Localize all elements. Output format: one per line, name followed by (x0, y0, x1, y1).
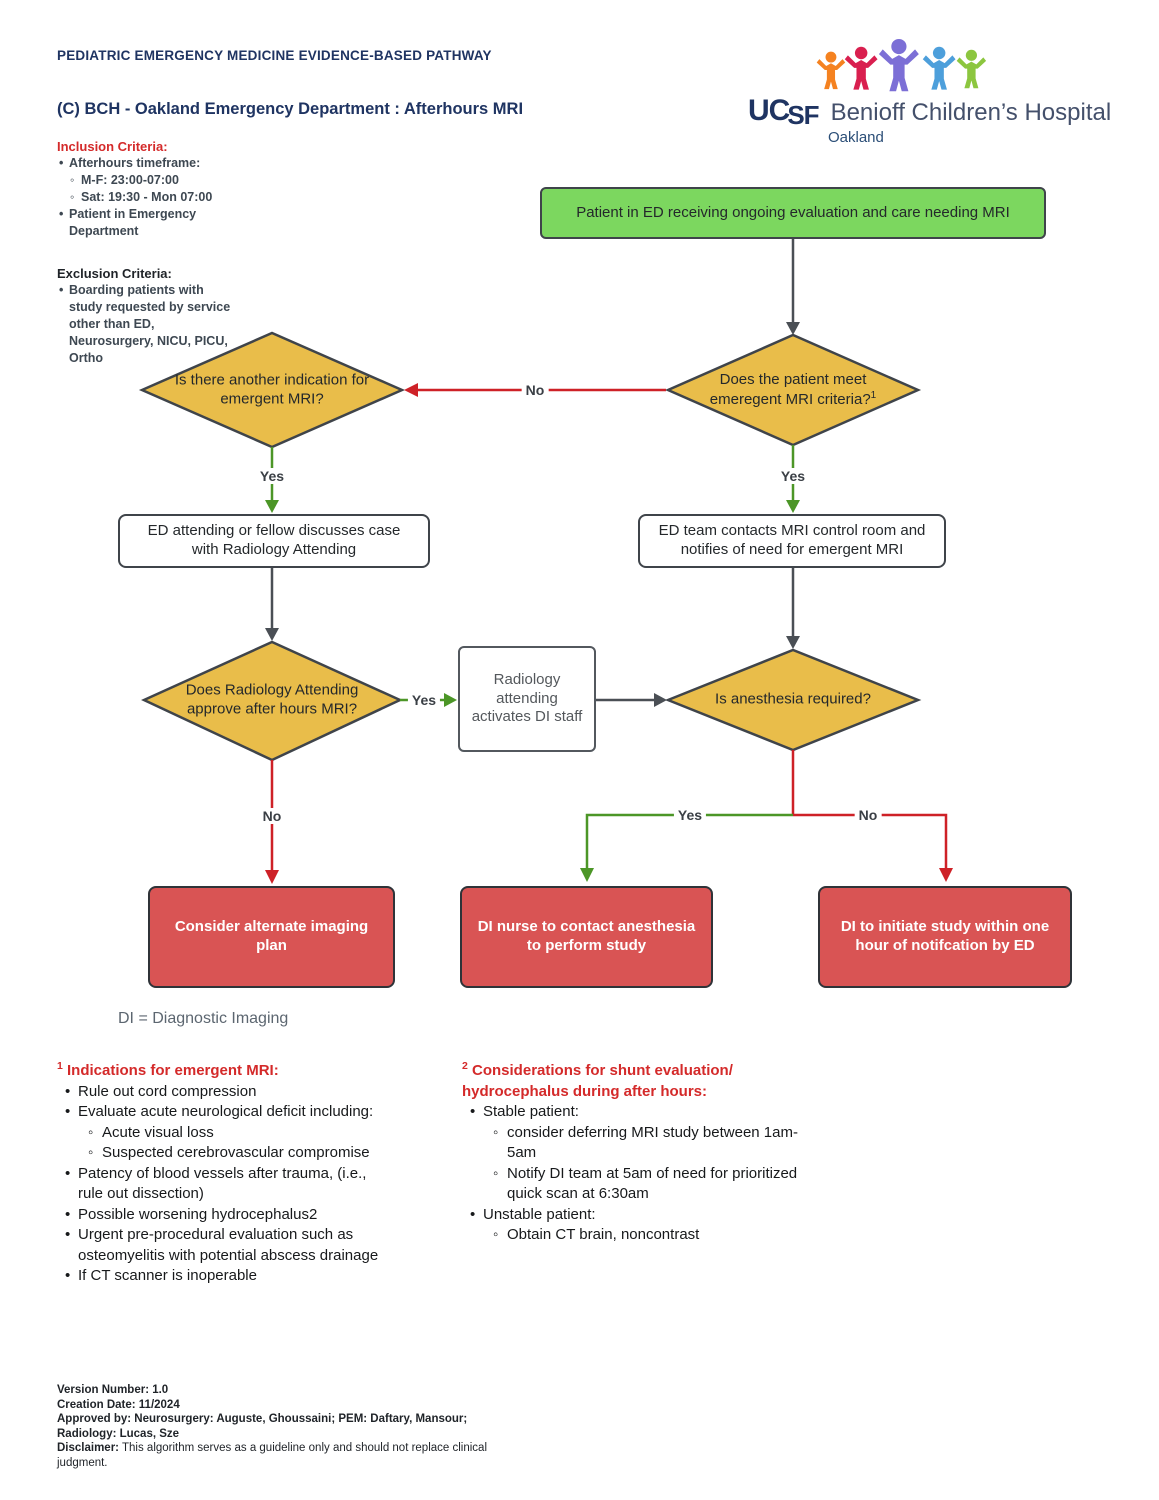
exclusion-criteria-heading: Exclusion Criteria: (57, 266, 172, 281)
edge-label-yes: Yes (256, 468, 288, 484)
arrowhead-left-red (404, 383, 418, 397)
list-item: • If CT scanner is inoperable (57, 1266, 387, 1287)
arrowhead-right-green (444, 693, 457, 707)
radiology-activates-di-node: Radiology attending activates DI staff (458, 646, 596, 752)
inclusion-criteria-list (57, 155, 242, 240)
list-item: • Boarding patients with study requested by service other than ED, Neurosurgery, NICU, PICU, Ortho (57, 282, 237, 367)
arrowhead-right-gray (654, 693, 667, 707)
footnote-title: $^2$ Considerations for shunt evaluation/ hydrocephalus during after hours: (462, 1060, 733, 1100)
version-number: Version Number: 1.0 (57, 1384, 169, 1396)
list-item: • Urgent pre-procedural evaluation such as osteomyelitis with potential abscess drainage (57, 1225, 387, 1266)
arrowhead-down-red (265, 870, 279, 884)
creation-date: Creation Date: 11/2024 (57, 1398, 180, 1411)
list-item: • Afterhours timeframe: (57, 155, 242, 172)
edge-yes-to-di-nurse (587, 815, 793, 870)
list-item: ◦ consider deferring MRI study between 1am-5am (462, 1123, 802, 1164)
list-item: ◦ Sat: 19:30 - Mon 07:00 (57, 189, 242, 206)
ucsf-wordmark: UCSF (748, 94, 819, 130)
list-item: ◦ Acute visual loss (57, 1123, 387, 1144)
arrowhead-down-green (265, 500, 279, 513)
exclusion-criteria-list (57, 282, 237, 367)
ed-discusses-node: ED attending or fellow discusses case with Radiology Attending (118, 514, 430, 568)
list-item: • Patency of blood vessels after trauma, (i.e., rule out dissection) (57, 1164, 387, 1205)
arrowhead-down-green (786, 500, 800, 513)
list-item: ◦ M-F: 23:00-07:00 (57, 172, 242, 189)
edge-label-yes: Yes (777, 468, 809, 484)
edge-label-yes: Yes (408, 692, 440, 708)
end-alternate-imaging-node: Consider alternate imaging plan (148, 886, 395, 988)
arrowhead-down-gray (786, 636, 800, 649)
end-di-nurse-node: DI nurse to contact anesthesia to perform study (460, 886, 713, 988)
children-figures-icon (816, 38, 994, 92)
hospital-name: Benioff Children’s Hospital (830, 99, 1112, 126)
list-item: ◦ Obtain CT brain, noncontrast (462, 1225, 802, 1246)
list-item: • Unstable patient: (462, 1205, 802, 1226)
edge-label-no: No (259, 808, 286, 824)
inclusion-criteria-heading: Inclusion Criteria: (57, 139, 168, 154)
footnote-shunt-considerations (462, 1056, 802, 1246)
decision-anesthesia-label: Is anesthesia required? (715, 690, 871, 708)
pathway-eyebrow: PEDIATRIC EMERGENCY MEDICINE EVIDENCE-BASED PATHWAY (57, 48, 492, 63)
edge-label-yes: Yes (674, 807, 706, 823)
arrowhead-down-gray (265, 628, 279, 641)
footnote-emergent-indications (57, 1056, 387, 1287)
decision-radiology-approve-label: Does Radiology Attending approve after hours MRI? (185, 681, 359, 717)
ed-contacts-node: ED team contacts MRI control room and notifies of need for emergent MRI (638, 514, 946, 568)
list-item: • Patient in Emergency Department (57, 206, 242, 240)
start-node: Patient in ED receiving ongoing evaluation and care needing MRI (540, 187, 1046, 239)
hospital-logo (748, 38, 1148, 146)
arrowhead-down-gray (786, 322, 800, 335)
list-item: • Rule out cord compression (57, 1082, 387, 1103)
disclaimer: Disclaimer: This algorithm serves as a guideline only and should not replace clinical judgment. (57, 1442, 488, 1469)
arrowhead-down-red (939, 868, 953, 882)
list-item: • Possible worsening hydrocephalus2 (57, 1205, 387, 1226)
di-legend: DI = Diagnostic Imaging (118, 1010, 289, 1027)
decision-other-indication-label: Is there another indication for emergent MRI? (174, 371, 370, 407)
hospital-campus: Oakland (828, 129, 884, 146)
list-item: • Evaluate acute neurological deficit including: (57, 1102, 387, 1123)
arrowhead-down-green (580, 868, 594, 882)
list-item: • Stable patient: (462, 1102, 802, 1123)
edge-label-no: No (855, 807, 882, 823)
edge-label-no: No (522, 382, 549, 398)
footnote-title: $^1$ Indications for emergent MRI: (57, 1060, 279, 1079)
document-footer (57, 1383, 487, 1470)
edge-no-to-di-initiate (793, 815, 946, 870)
list-item: ◦ Suspected cerebrovascular compromise (57, 1143, 387, 1164)
page-title: (C) BCH - Oakland Emergency Department : Afterhours MRI (57, 100, 524, 118)
approved-by: Approved by: Neurosurgery: Auguste, Ghoussaini; PEM: Daftary, Mansour; Radiology: Lucas, Sze (57, 1413, 468, 1440)
end-di-initiate-node: DI to initiate study within one hour of notifcation by ED (818, 886, 1072, 988)
logo-text-row (748, 94, 1148, 128)
decision-meet-criteria-label: Does the patient meet emeregent MRI criteria?$^1$ (709, 370, 877, 408)
list-item: ◦ Notify DI team at 5am of need for prioritized quick scan at 6:30am (462, 1164, 802, 1205)
